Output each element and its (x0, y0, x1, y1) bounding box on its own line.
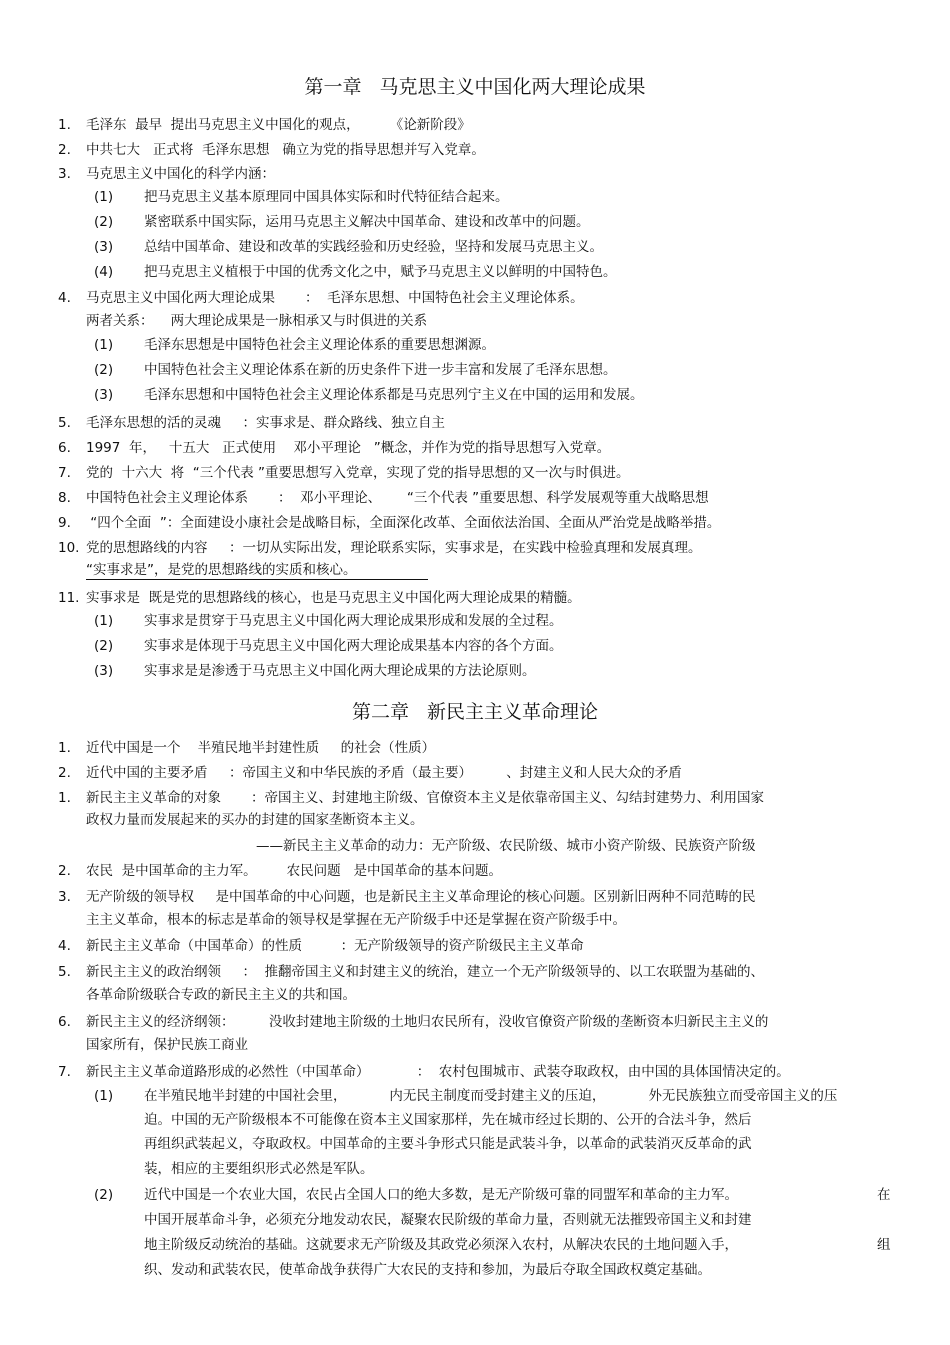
item-text-continued: 政权力量而发展起来的买办的封建的国家垄断资本主义。 (86, 812, 424, 828)
item-text: “四个全面 ”：全面建设小康社会是战略目标，全面深化改革、全面依法治国、全面从严治党是战略举措。 (86, 515, 721, 531)
item-number: 11. (58, 590, 80, 606)
item-number: 2. (58, 765, 71, 781)
item-text: 无产阶级的领导权 是中国革命的中心问题，也是新民主主义革命理论的核心问题。区别新旧两种不同范畴的民 (86, 889, 756, 905)
item-number: 1. (58, 740, 71, 756)
item-number: 3. (58, 889, 71, 905)
sub-item-text-tail: 组 (877, 1237, 891, 1253)
item-text: 党的 十六大 将 “三个代表 ”重要思想写入党章，实现了党的指导思想的又一次与时俱进。 (86, 465, 630, 481)
sub-item-text: 实事求是贯穿于马克思主义中国化两大理论成果形成和发展的全过程。 (144, 613, 563, 629)
sub-item-number: (1) (94, 613, 114, 629)
item-number: 5. (58, 415, 71, 431)
item-text: 党的思想路线的内容 ：一切从实际出发，理论联系实际，实事求是，在实践中检验真理和发展真理。 (86, 540, 702, 556)
sub-item-number: (3) (94, 387, 114, 403)
chapter1-title: 第一章 马克思主义中国化两大理论成果 (304, 76, 646, 98)
item-number: 1. (58, 117, 71, 133)
sub-item-number: (1) (94, 189, 114, 205)
sub-item-number: (2) (94, 638, 114, 654)
item-number: 6. (58, 440, 71, 456)
sub-item-number: (2) (94, 214, 114, 230)
sub-item-text: 实事求是体现于马克思主义中国化两大理论成果基本内容的各个方面。 (144, 638, 563, 654)
sub-item-text: 毛泽东思想是中国特色社会主义理论体系的重要思想渊源。 (144, 337, 495, 353)
item-text: 中国特色社会主义理论体系 ： 邓小平理论、 “三个代表 ”重要思想、科学发展观等重大战略思想 (86, 490, 709, 506)
sub-item-text: 毛泽东思想和中国特色社会主义理论体系都是马克思列宁主义在中国的运用和发展。 (144, 387, 644, 403)
chapter2-title: 第二章 新民主主义革命理论 (351, 701, 599, 723)
sub-item-text: 紧密联系中国实际，运用马克思主义解决中国革命、建设和改革中的问题。 (144, 214, 590, 230)
item-text: 马克思主义中国化两大理论成果 ： 毛泽东思想、中国特色社会主义理论体系。 (86, 290, 584, 306)
sub-item-number: (2) (94, 1187, 114, 1203)
item-number: 4. (58, 938, 71, 954)
item-number: 7. (58, 1064, 71, 1080)
item-text: 中共七大 正式将 毛泽东思想 确立为党的指导思想并写入党章。 (86, 142, 485, 158)
underlined-statement: “实事求是”，是党的思想路线的实质和核心。 (86, 562, 357, 578)
item-text: 近代中国是一个 半殖民地半封建性质 的社会（性质） (86, 740, 436, 756)
item-text-continued: 国家所有，保护民族工商业 (86, 1037, 248, 1053)
sub-item-text: 总结中国革命、建设和改革的实践经验和历史经验，坚持和发展马克思主义。 (144, 239, 603, 255)
item-number: 5. (58, 964, 71, 980)
sub-item-number: (3) (94, 239, 114, 255)
sub-item-number: (1) (94, 337, 114, 353)
sub-item-number: (4) (94, 264, 114, 280)
item-text: 新民主主义革命（中国革命）的性质 ：无产阶级领导的资产阶级民主主义革命 (86, 938, 584, 954)
item-text: 毛泽东 最早 提出马克思主义中国化的观点， 《论新阶段》 (86, 117, 471, 133)
sub-item-text-continued: 地主阶级反动统治的基础。这就要求无产阶级及其政党必须深入农村，从解决农民的土地问题入手， (144, 1237, 738, 1253)
item-text: 新民主主义革命道路形成的必然性（中国革命） ： 农村包围城市、武装夺取政权，由中国的具体国情决定的。 (86, 1064, 790, 1080)
sub-item-text-continued: 迫。中国的无产阶级根本不可能像在资本主义国家那样，先在城市经过长期的、公开的合法斗争，然后 (144, 1112, 752, 1128)
item-text-continued: 各革命阶级联合专政的新民主主义的共和国。 (86, 987, 356, 1003)
item-number: 3. (58, 166, 71, 182)
motive-forces-text: ——新民主主义革命的动力：无产阶级、农民阶级、城市小资产阶级、民族资产阶级 (256, 838, 756, 854)
sub-item-number: (2) (94, 362, 114, 378)
relation-text: 两者关系： 两大理论成果是一脉相承又与时俱进的关系 (86, 313, 428, 329)
sub-item-text: 把马克思主义基本原理同中国具体实际和时代特征结合起来。 (144, 189, 509, 205)
sub-item-number: (3) (94, 663, 114, 679)
item-text: 毛泽东思想的活的灵魂 ：实事求是、群众路线、独立自主 (86, 415, 445, 431)
sub-item-text-continued: 中国开展革命斗争，必须充分地发动农民，凝聚农民阶级的革命力量，否则就无法摧毁帝国主义和封建 (144, 1212, 752, 1228)
sub-item-number: (1) (94, 1088, 114, 1104)
item-text: 马克思主义中国化的科学内涵： (86, 166, 275, 182)
sub-item-text: 在半殖民地半封建的中国社会里， 内无民主制度而受封建主义的压迫， 外无民族独立而受帝国主义的压 (144, 1088, 838, 1104)
underline (86, 579, 428, 580)
sub-item-text: 近代中国是一个农业大国，农民占全国人口的绝大多数，是无产阶级可靠的同盟军和革命的主力军。 (144, 1187, 738, 1203)
item-number: 6. (58, 1014, 71, 1030)
item-text-continued: 主主义革命，根本的标志是革命的领导权是掌握在无产阶级手中还是掌握在资产阶级手中。 (86, 912, 626, 928)
sub-item-text-continued: 织、发动和武装农民，使革命战争获得广大农民的支持和参加，为最后夺取全国政权奠定基础。 (144, 1262, 711, 1278)
sub-item-text-continued: 再组织武装起义，夺取政权。中国革命的主要斗争形式只能是武装斗争，以革命的武装消灭反革命的武 (144, 1136, 752, 1152)
sub-item-text: 实事求是是渗透于马克思主义中国化两大理论成果的方法论原则。 (144, 663, 536, 679)
item-text: 近代中国的主要矛盾 ：帝国主义和中华民族的矛盾（最主要） 、封建主义和人民大众的矛盾 (86, 765, 682, 781)
sub-item-text-continued: 装，相应的主要组织形式必然是军队。 (144, 1161, 374, 1177)
item-number: 10. (58, 540, 80, 556)
item-text: 实事求是 既是党的思想路线的核心，也是马克思主义中国化两大理论成果的精髓。 (86, 590, 581, 606)
item-number: 8. (58, 490, 71, 506)
item-number: 2. (58, 142, 71, 158)
item-number: 2. (58, 863, 71, 879)
sub-item-text-tail: 在 (877, 1187, 891, 1203)
item-text: 新民主主义的政治纲领 ： 推翻帝国主义和封建主义的统治，建立一个无产阶级领导的、以工农联盟为基础的、 (86, 964, 765, 980)
item-text: 1997 年， 十五大 正式使用 邓小平理论 ”概念，并作为党的指导思想写入党章。 (86, 440, 611, 456)
item-number: 7. (58, 465, 71, 481)
item-text: 农民 是中国革命的主力军。 农民问题 是中国革命的基本问题。 (86, 863, 502, 879)
item-number: 4. (58, 290, 71, 306)
item-number: 1. (58, 790, 71, 806)
item-text: 新民主主义革命的对象 ：帝国主义、封建地主阶级、官僚资本主义是依靠帝国主义、勾结封建势力、利用国家 (86, 790, 765, 806)
item-number: 9. (58, 515, 71, 531)
sub-item-text: 中国特色社会主义理论体系在新的历史条件下进一步丰富和发展了毛泽东思想。 (144, 362, 617, 378)
sub-item-text: 把马克思主义植根于中国的优秀文化之中，赋予马克思主义以鲜明的中国特色。 (144, 264, 617, 280)
item-text: 新民主主义的经济纲领： 没收封建地主阶级的土地归农民所有，没收官僚资产阶级的垄断资本归新民主主义的 (86, 1014, 769, 1030)
